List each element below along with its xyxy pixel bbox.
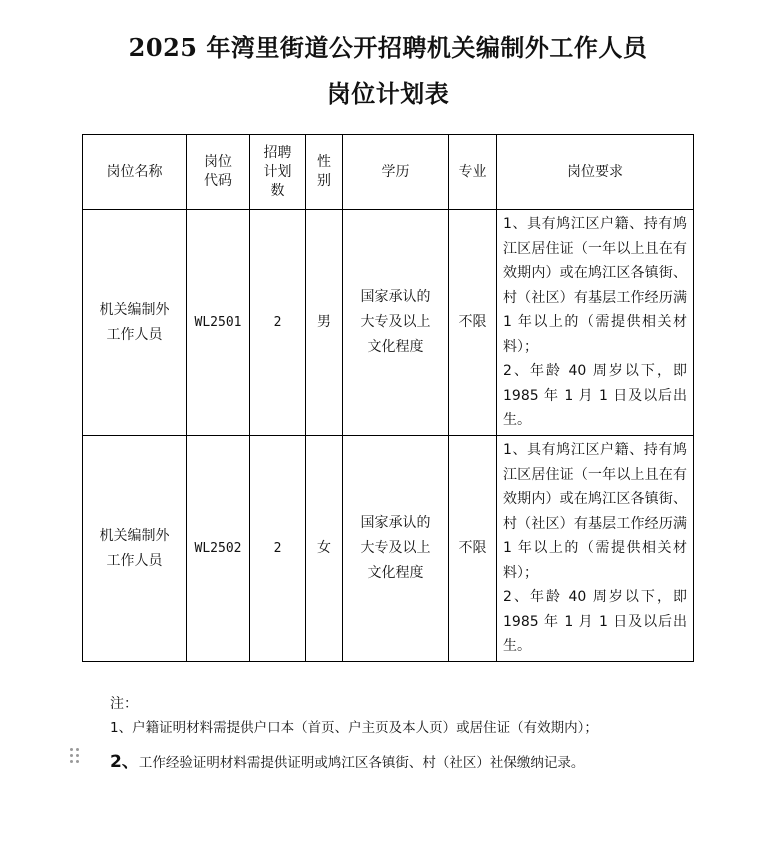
header-education: 学历 [343,135,449,210]
cell-position-name: 机关编制外 工作人员 [83,210,187,436]
header-position-name: 岗位名称 [83,135,187,210]
cell-recruit-count: 2 [250,436,306,662]
header-gender: 性 别 [306,135,343,210]
cell-gender: 女 [306,436,343,662]
document-title-line1: 2025 年湾里街道公开招聘机关编制外工作人员 [128,33,648,62]
cell-major: 不限 [449,210,497,436]
note-item-2-number: 2、 [110,752,139,772]
table-row [83,210,694,436]
notes-label: 注： [110,696,138,712]
cell-major: 不限 [449,436,497,662]
cell-position-code: WL2501 [187,210,250,436]
cell-gender: 男 [306,210,343,436]
header-position-code: 岗位 代码 [187,135,250,210]
cell-education: 国家承认的 大专及以上 文化程度 [343,436,449,662]
document-title-line2: 岗位计划表 [326,79,450,108]
note-item-1: 1、户籍证明材料需提供户口本（首页、户主页及本人页）或居住证（有效期内）； [110,720,598,736]
header-major: 专业 [449,135,497,210]
cell-position-code: WL2502 [187,436,250,662]
note-item-2-text: 工作经验证明材料需提供证明或鸠江区各镇街、村（社区）社保缴纳记录。 [138,755,585,771]
cell-requirements: 1、具有鸠江区户籍、持有鸠江区居住证（一年以上且在有效期内）或在鸠江区各镇街、村（社区）有基层工作经历满 1 年以上的（需提供相关材料）； 2、年龄 40 周岁以下，即 1985 年 1 月 1 日及以后出生。 [497,210,694,436]
cell-recruit-count: 2 [250,210,306,436]
cell-education: 国家承认的 大专及以上 文化程度 [343,210,449,436]
cell-position-name: 机关编制外 工作人员 [83,436,187,662]
cell-requirements: 1、具有鸠江区户籍、持有鸠江区居住证（一年以上且在有效期内）或在鸠江区各镇街、村（社区）有基层工作经历满 1 年以上的（需提供相关材料）； 2、年龄 40 周岁以下，即 1985 年 1 月 1 日及以后出生。 [497,436,694,662]
note-item-2 [110,747,584,772]
position-plan-table [82,134,694,662]
drag-handle-icon[interactable] [70,748,80,764]
header-requirements: 岗位要求 [497,135,694,210]
table-header-row [83,135,694,210]
header-recruit-count: 招聘 计划 数 [250,135,306,210]
table-row [83,436,694,662]
